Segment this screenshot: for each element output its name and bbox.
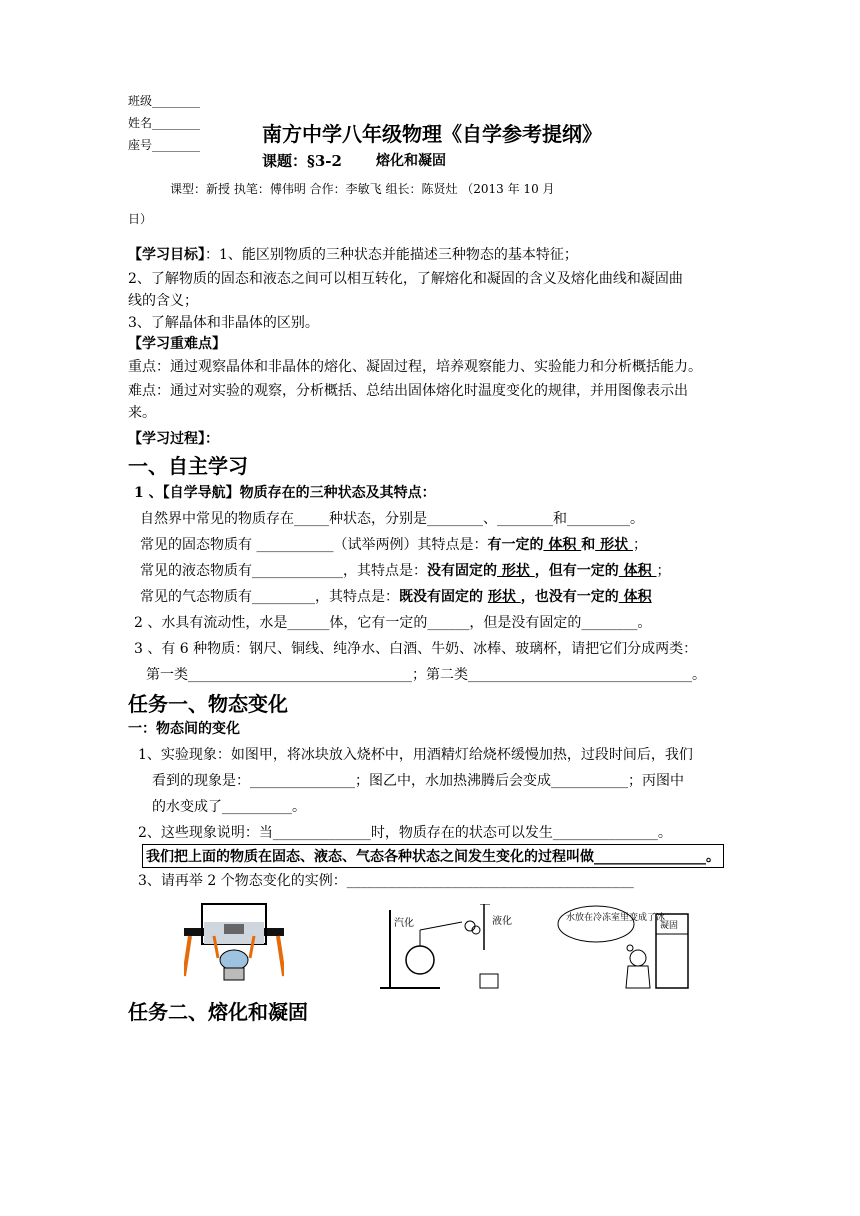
meta-line: 课型：新授 执笔：傅伟明 合作：李敏飞 组长：陈贤灶 （2013 年 10 月: [170, 182, 555, 196]
topic-prefix: 课题：§3-2: [262, 152, 342, 170]
task1-heading: 任务一、物态变化: [128, 692, 288, 716]
task1-item3: 3、请再举 2 个物态变化的实例：_________________________________________: [138, 873, 634, 889]
objectives-line-1: [128, 244, 578, 264]
task1-subheading: 一：物态间的变化: [128, 721, 240, 737]
key-point: 重点：通过观察晶体和非晶体的熔化、凝固过程，培养观察能力、实验能力和分析概括能力。: [128, 359, 702, 375]
objective-1: ：1、能区别物质的三种状态并能描述三种物态的基本特征；: [205, 247, 578, 263]
q3: 3 、有 6 种物质：钢尺、铜线、纯净水、白酒、牛奶、冰棒、玻璃杯，请把它们分成两类：: [134, 641, 698, 657]
task1-item1-line3: 的水变成了__________。: [152, 799, 306, 815]
q3-line-2: 第一类________________________________；第二类________________________________。: [146, 667, 706, 683]
fig2-label-liquefy: 液化: [492, 916, 512, 927]
task1-item1-line2: 看到的现象是：_______________；图乙中，水加热沸腾后会变成___________；丙图中: [152, 773, 684, 789]
q1-line-2: 常见的固态物质有 ___________（试举两例）其特点是：有一定的 体积 和 形状 ；: [140, 537, 647, 553]
class-field-label: 班级________: [128, 94, 201, 108]
seat-field-label: 座号________: [128, 138, 201, 152]
difficult-point: 难点：通过对实验的观察，分析概括、总结出固体熔化时温度变化的规律，并用图像表示出: [128, 383, 688, 399]
task1-item1-line1: 1、实验现象：如图甲，将冰块放入烧杯中，用酒精灯给烧杯缓慢加热，过段时间后，我们: [138, 747, 693, 763]
process-heading: 【学习过程】：: [128, 431, 219, 447]
figure-freezing: [556, 904, 696, 990]
fig3-bubble-text: 水放在冷冻室里变成了冰: [566, 913, 666, 923]
difficult-point-cont: 来。: [128, 405, 156, 421]
figure-boiling-flask: [380, 904, 520, 990]
page-title: 南方中学八年级物理《自学参考提纲》: [262, 122, 602, 146]
fig2-label-vaporize: 汽化: [394, 918, 414, 929]
q1-line-4: 常见的气态物质有_________，其特点是：既没有固定的 形状 ，也没有一定的 体积: [140, 589, 652, 605]
topic-name: 熔化和凝固: [376, 153, 446, 169]
objective-2: 2、了解物质的固态和液态之间可以相互转化，了解熔化和凝固的含义及熔化曲线和凝固曲: [128, 271, 683, 287]
objectives-heading: 【学习目标】: [128, 247, 205, 263]
figure-beaker-heating: [184, 898, 284, 988]
definition-box: 我们把上面的物质在固态、液态、气态各种状态之间发生变化的过程叫做________________。: [142, 844, 724, 868]
objective-3: 3、了解晶体和非晶体的区别。: [128, 315, 319, 331]
section-self-study: 一、自主学习: [128, 454, 248, 478]
name-field-label: 姓名________: [128, 116, 201, 130]
q1-line-1: 自然界中常见的物质存在_____种状态，分别是________、________和_________。: [140, 511, 644, 527]
key-points-heading: 【学习重难点】: [128, 336, 226, 352]
q2: 2 、水具有流动性，水是______体，它有一定的______，但是没有固定的________。: [134, 615, 652, 631]
objective-2-cont: 线的含义；: [128, 293, 198, 309]
task2-heading: 任务二、熔化和凝固: [128, 1000, 308, 1024]
q1-title: 1 、【自学导航】物质存在的三种状态及其特点：: [134, 485, 436, 501]
fig3-fridge-label: 凝固: [660, 921, 679, 931]
task1-item2: 2、这些现象说明：当______________时，物质存在的状态可以发生_______________。: [138, 825, 672, 841]
meta-line-2: 日）: [128, 212, 153, 226]
q1-line-3: 常见的液态物质有_____________，其特点是：没有固定的 形状 ，但有一定的 体积 ；: [140, 563, 671, 579]
